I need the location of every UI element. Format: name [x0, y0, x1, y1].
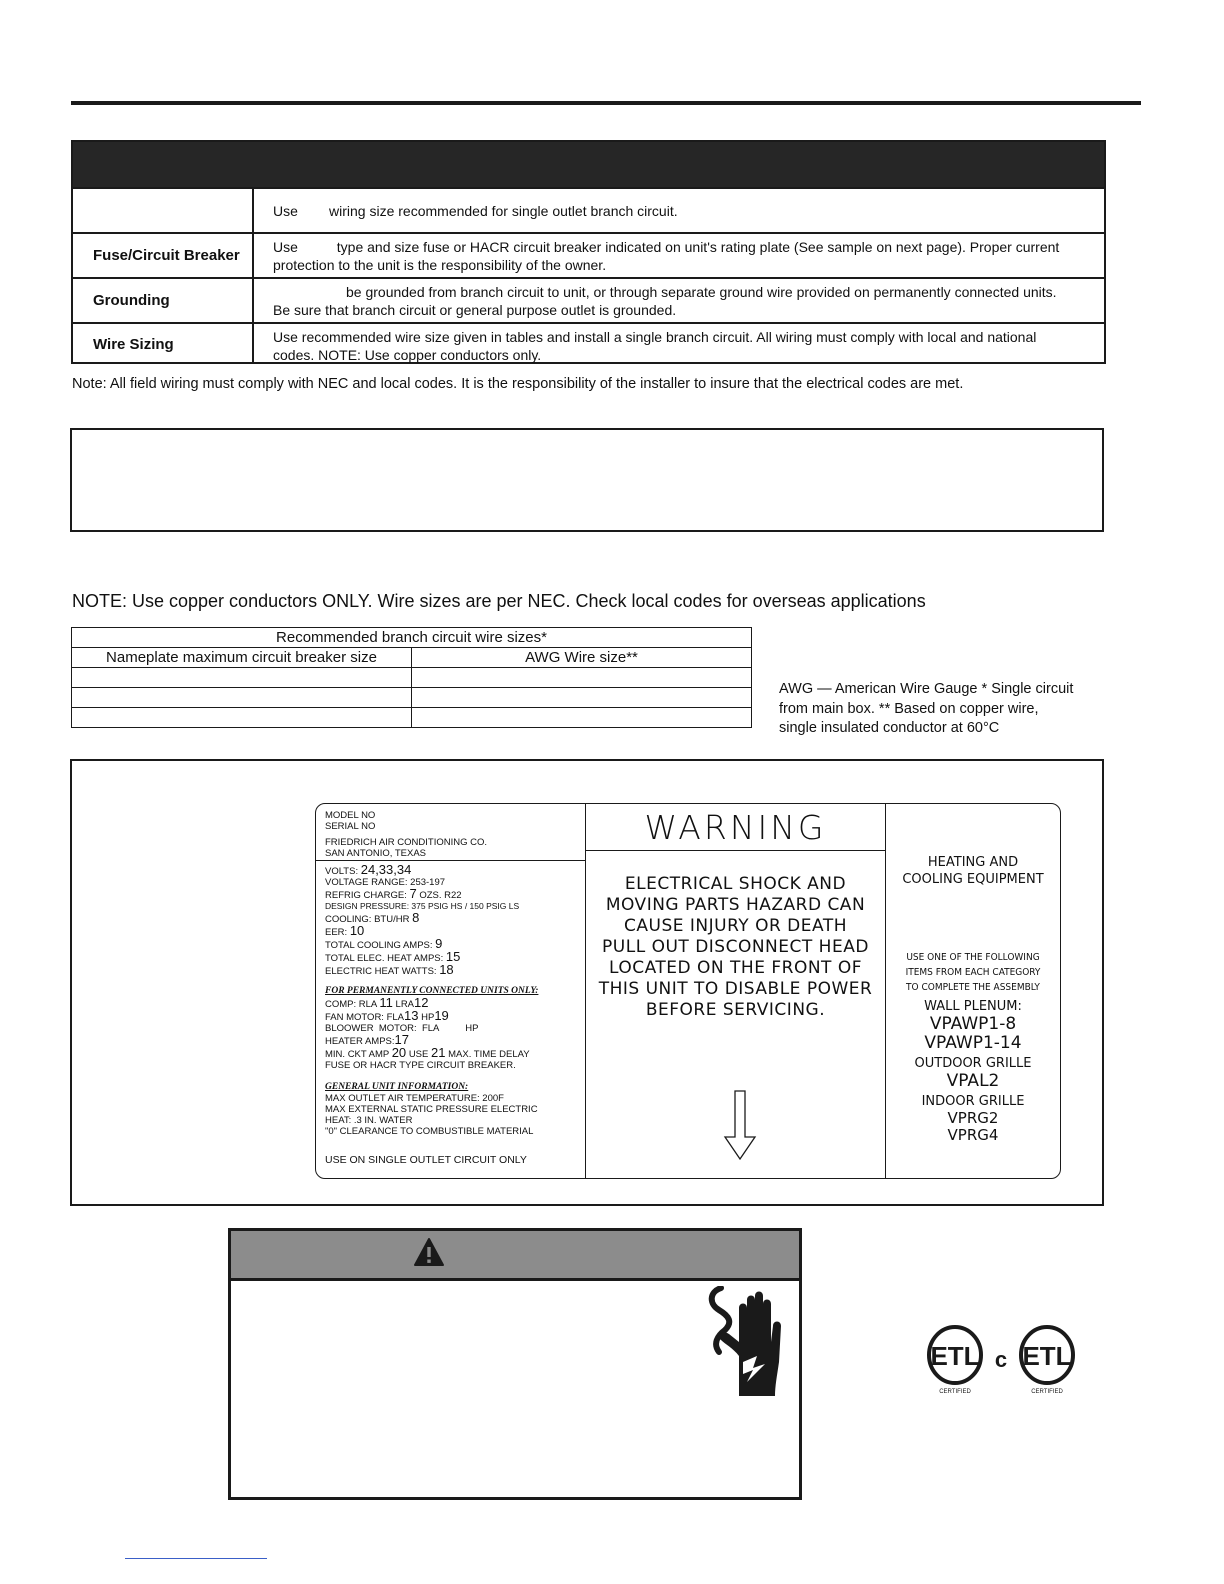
equipment-line: COOLING EQUIPMENT	[902, 872, 1044, 887]
total-heat-value: 15	[445, 949, 461, 964]
perm-connected-header	[316, 985, 585, 997]
general-header-text: GENERAL UNIT INFORMATION:	[325, 1082, 469, 1092]
heater-line	[316, 1034, 585, 1047]
notice-box	[70, 428, 1104, 532]
table-row	[72, 688, 752, 708]
rating-plate	[315, 803, 1061, 1179]
assembly-line: USE ONE OF THE FOLLOWING	[906, 952, 1040, 963]
volts-value: 24,33,34	[360, 862, 412, 877]
field-wiring-note: Note: All field wiring must comply with NEC and local codes. It is the responsibility of the installer to insure that the electrical codes are met.	[72, 376, 964, 392]
fan-hp-label: HP	[421, 1012, 435, 1023]
etl-logo-text: ETL	[930, 1341, 980, 1371]
table-row	[72, 668, 752, 688]
wire-size-table	[71, 627, 752, 728]
fan-label: FAN MOTOR: FLA	[325, 1012, 405, 1023]
wire-table-title: Recommended branch circuit wire sizes*	[72, 628, 752, 648]
min-ckt-label: MIN. CKT AMP	[325, 1049, 390, 1060]
etl-logo-text: ETL	[1022, 1341, 1072, 1371]
comp-rla: 11	[379, 995, 393, 1010]
etl-certified-text: CERTIFIED	[1031, 1389, 1063, 1395]
comp-lra-label: LRA	[395, 999, 415, 1010]
plate-line: HEAT: .3 IN. WATER	[325, 1115, 413, 1126]
min-ckt-line	[316, 1047, 585, 1060]
heater-value: 17	[394, 1032, 409, 1047]
etl-logo-icon	[929, 1327, 981, 1395]
row-text-line: Use recommended wire size given in tables and install a single branch circuit. All wiring must comply with local and national	[273, 329, 1037, 345]
table-row	[73, 187, 1104, 232]
equipment-line: HEATING AND	[927, 855, 1019, 870]
heater-label: HEATER AMPS:	[325, 1036, 395, 1047]
warning-line: ELECTRICAL SHOCK AND	[624, 874, 847, 894]
eer-line	[316, 925, 585, 938]
min-ckt-value: 20	[391, 1045, 407, 1060]
plate-line: MODEL NO	[325, 810, 376, 821]
assembly-line: TO COMPLETE THE ASSEMBLY	[906, 982, 1040, 993]
plate-line: SERIAL NO	[325, 821, 376, 832]
plate-warning-text	[590, 874, 881, 1021]
refrig-unit: OZS. R22	[419, 890, 462, 901]
wire-table-header-awg: AWG Wire size**	[412, 648, 752, 668]
cooling-value: 8	[412, 910, 420, 925]
outdoor-grille-label: OUTDOOR GRILLE	[914, 1056, 1032, 1071]
row-text: Use wiring size recommended for single outlet branch circuit.	[273, 203, 678, 219]
warning-triangle-icon	[413, 1237, 445, 1267]
table-cell	[72, 688, 412, 708]
volts-line	[316, 864, 585, 877]
table-cell	[72, 708, 412, 728]
warning-line: BEFORE SERVICING.	[645, 1000, 826, 1020]
row-label	[73, 189, 254, 232]
etl-c-letter: c	[994, 1347, 1008, 1372]
top-rule	[71, 101, 1141, 105]
down-arrow-icon	[723, 1089, 757, 1161]
plate-divider	[316, 860, 585, 861]
use-value: 21	[431, 1045, 446, 1060]
table-row	[73, 277, 1104, 322]
assembly-instructions	[886, 950, 1060, 995]
warning-line: PULL OUT DISCONNECT HEAD	[602, 937, 869, 957]
plate-line: FRIEDRICH AIR CONDITIONING CO.	[325, 837, 488, 848]
warning-header-bar	[231, 1231, 799, 1281]
plate-line: BLOOWER MOTOR: FLA HP	[325, 1023, 479, 1034]
plate-specs	[316, 864, 585, 1137]
table-cell	[412, 668, 752, 688]
plate-line: VOLTAGE RANGE: 253-197	[325, 877, 446, 888]
etl-certified-text: CERTIFIED	[939, 1389, 971, 1395]
volts-label: VOLTS:	[325, 866, 359, 877]
comp-line	[316, 997, 585, 1010]
table-cell	[72, 668, 412, 688]
fan-fla: 13	[404, 1008, 419, 1023]
plate-line: FUSE OR HACR TYPE CIRCUIT BREAKER.	[325, 1060, 516, 1071]
plate-equipment-column	[886, 804, 1060, 1178]
row-label: Wire Sizing	[73, 324, 254, 364]
total-heat-label: TOTAL ELEC. HEAT AMPS:	[325, 953, 444, 964]
plate-warning-title: WARNING	[586, 808, 885, 851]
plate-line: MAX OUTLET AIR TEMPERATURE: 200F	[325, 1093, 504, 1104]
etl-logo-icon	[1021, 1327, 1073, 1395]
row-text-line: protection to the unit is the responsibility of the owner.	[273, 257, 607, 273]
table-header-bar	[73, 142, 1104, 187]
heat-watts-value: 18	[439, 962, 454, 977]
footer-link-underline	[125, 1558, 267, 1559]
row-text-line: Be sure that branch circuit or general purpose outlet is grounded.	[273, 302, 677, 318]
table-row	[73, 322, 1104, 364]
refrig-line	[316, 888, 585, 901]
general-info-header	[316, 1081, 585, 1093]
row-text	[273, 328, 1090, 364]
row-label: Grounding	[73, 279, 254, 322]
cooling-label: COOLING: BTU/HR	[325, 914, 410, 925]
etl-certified-logos	[925, 1325, 1081, 1397]
indoor-grille-item: VPRG4	[947, 1126, 999, 1144]
indoor-grille-label: INDOOR GRILLE	[921, 1094, 1025, 1109]
table-cell	[412, 688, 752, 708]
max-label: MAX. TIME DELAY	[448, 1049, 530, 1060]
table-cell	[412, 708, 752, 728]
row-label: Fuse/Circuit Breaker	[73, 234, 254, 277]
warning-box	[228, 1228, 802, 1500]
plate-model-block	[316, 810, 585, 860]
row-text-line: codes. NOTE: Use copper conductors only.	[273, 347, 542, 363]
total-cooling-value: 9	[435, 936, 443, 951]
eer-value: 10	[349, 923, 365, 938]
refrig-label: REFRIG CHARGE:	[325, 890, 407, 901]
fan-line	[316, 1010, 585, 1023]
row-text	[273, 238, 1090, 274]
outdoor-grille-item: VPAL2	[946, 1071, 1000, 1091]
eer-label: EER:	[325, 927, 348, 938]
table-row	[73, 232, 1104, 277]
assembly-line: ITEMS FROM EACH CATEGORY	[905, 967, 1041, 978]
wall-plenum-label: WALL PLENUM:	[924, 999, 1022, 1014]
indoor-grille-item: VPRG2	[947, 1109, 999, 1127]
warning-line: LOCATED ON THE FRONT OF	[609, 958, 862, 978]
plate-line: DESIGN PRESSURE: 375 PSIG HS / 150 PSIG LS	[325, 901, 520, 911]
plate-line: MAX EXTERNAL STATIC PRESSURE ELECTRIC	[325, 1104, 538, 1115]
comp-label: COMP: RLA	[325, 999, 377, 1010]
fan-hp: 19	[434, 1008, 449, 1023]
heat-watts-label: ELECTRIC HEAT WATTS:	[325, 966, 437, 977]
row-text-line: be grounded from branch circuit to unit, or through separate ground wire provided on permanently connected units.	[346, 284, 1057, 300]
copper-conductors-note: NOTE: Use copper conductors ONLY. Wire sizes are per NEC. Check local codes for overseas applications	[72, 591, 926, 611]
refrig-value: 7	[409, 886, 417, 901]
electric-shock-hand-icon	[703, 1286, 795, 1398]
plate-line: "0" CLEARANCE TO COMBUSTIBLE MATERIAL	[325, 1126, 534, 1137]
heat-watts-line	[316, 964, 585, 977]
table-row	[72, 708, 752, 728]
comp-lra: 12	[414, 995, 429, 1010]
wall-plenum-item: VPAWP1-8	[929, 1014, 1017, 1034]
electrical-requirements-table	[71, 140, 1106, 364]
wire-table-header-breaker: Nameplate maximum circuit breaker size	[72, 648, 412, 668]
awg-footnote: AWG — American Wire Gauge * Single circuit from main box. ** Based on copper wire, single insulated conductor at 60°C	[779, 681, 1074, 736]
use-label: USE	[408, 1049, 429, 1060]
equipment-heading	[886, 854, 1060, 888]
perm-header-text: FOR PERMANENTLY CONNECTED UNITS ONLY:	[325, 986, 539, 996]
wall-plenum-item: VPAWP1-14	[924, 1033, 1022, 1053]
single-outlet-note: USE ON SINGLE OUTLET CIRCUIT ONLY	[325, 1154, 527, 1166]
plate-warning-column	[586, 804, 886, 1178]
warning-line: MOVING PARTS HAZARD CAN	[605, 895, 866, 915]
row-text	[273, 283, 1090, 319]
warning-line: THIS UNIT TO DISABLE POWER	[598, 979, 873, 999]
plate-specs-column	[316, 804, 586, 1178]
warning-line: CAUSE INJURY OR DEATH	[624, 916, 847, 936]
plate-line: SAN ANTONIO, TEXAS	[325, 848, 427, 859]
total-cooling-label: TOTAL COOLING AMPS:	[325, 940, 433, 951]
row-text-line: Use type and size fuse or HACR circuit breaker indicated on unit's rating plate (See sample on next page). Proper current	[273, 239, 1060, 255]
